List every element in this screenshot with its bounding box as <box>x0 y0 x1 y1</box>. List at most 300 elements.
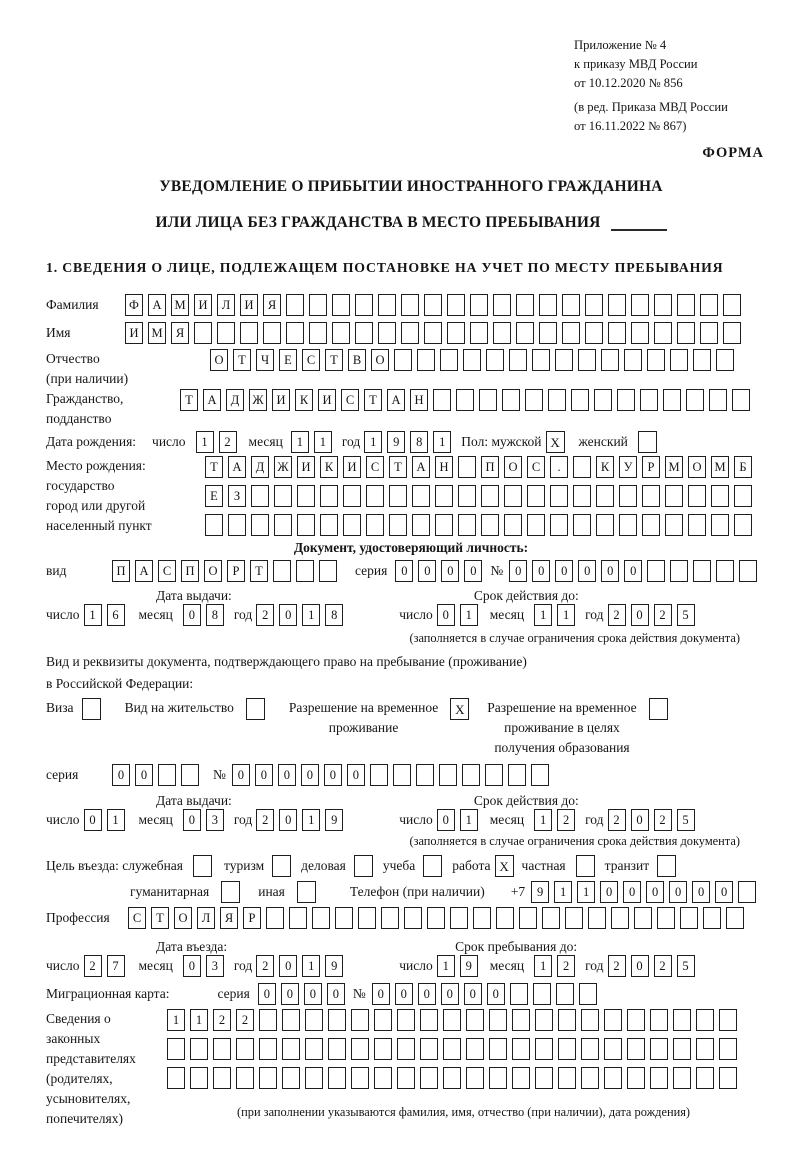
char-cell[interactable]: 0 <box>301 764 319 786</box>
char-cell[interactable]: 0 <box>281 983 299 1005</box>
char-cell[interactable]: 2 <box>654 955 672 977</box>
char-cell[interactable] <box>374 1038 392 1060</box>
char-cell[interactable]: 0 <box>183 604 201 626</box>
char-cell[interactable]: П <box>481 456 499 478</box>
char-cell[interactable] <box>510 983 528 1005</box>
char-cell[interactable] <box>726 907 744 929</box>
char-cell[interactable] <box>158 764 176 786</box>
char-cell[interactable]: 0 <box>464 983 482 1005</box>
char-cell[interactable] <box>677 294 695 316</box>
char-cell[interactable]: 9 <box>387 431 405 453</box>
char-cell[interactable] <box>619 485 637 507</box>
char-cell[interactable]: 0 <box>304 983 322 1005</box>
char-cell[interactable] <box>581 1038 599 1060</box>
char-cell[interactable]: 8 <box>410 431 428 453</box>
char-cell[interactable]: Р <box>227 560 245 582</box>
char-cell[interactable] <box>533 983 551 1005</box>
char-cell[interactable] <box>351 1009 369 1031</box>
char-cell[interactable]: С <box>527 456 545 478</box>
char-cell[interactable] <box>573 456 591 478</box>
char-cell[interactable]: 0 <box>532 560 550 582</box>
char-cell[interactable] <box>711 485 729 507</box>
char-cell[interactable] <box>489 1038 507 1060</box>
char-cell[interactable]: Ж <box>274 456 292 478</box>
female-checkbox[interactable] <box>638 431 657 453</box>
char-cell[interactable] <box>657 907 675 929</box>
char-cell[interactable] <box>328 1038 346 1060</box>
char-cell[interactable] <box>627 1009 645 1031</box>
char-cell[interactable] <box>167 1067 185 1089</box>
char-cell[interactable]: Т <box>389 456 407 478</box>
char-cell[interactable]: Т <box>364 389 382 411</box>
residence-permit-checkbox[interactable] <box>246 698 265 720</box>
char-cell[interactable] <box>493 294 511 316</box>
char-cell[interactable]: 0 <box>279 955 297 977</box>
char-cell[interactable] <box>286 294 304 316</box>
char-cell[interactable]: 2 <box>236 1009 254 1031</box>
char-cell[interactable] <box>723 294 741 316</box>
char-cell[interactable] <box>532 349 550 371</box>
char-cell[interactable] <box>394 349 412 371</box>
char-cell[interactable]: 6 <box>107 604 125 626</box>
char-cell[interactable] <box>558 1009 576 1031</box>
char-cell[interactable] <box>504 485 522 507</box>
char-cell[interactable] <box>412 485 430 507</box>
char-cell[interactable] <box>282 1038 300 1060</box>
char-cell[interactable] <box>696 1009 714 1031</box>
char-cell[interactable] <box>604 1067 622 1089</box>
char-cell[interactable]: В <box>348 349 366 371</box>
purpose-transit-checkbox[interactable] <box>657 855 676 877</box>
char-cell[interactable]: 1 <box>437 955 455 977</box>
char-cell[interactable] <box>389 514 407 536</box>
char-cell[interactable] <box>665 514 683 536</box>
char-cell[interactable]: 3 <box>206 809 224 831</box>
char-cell[interactable]: 0 <box>84 809 102 831</box>
char-cell[interactable] <box>401 294 419 316</box>
char-cell[interactable]: 1 <box>554 881 572 903</box>
char-cell[interactable] <box>535 1038 553 1060</box>
char-cell[interactable]: Л <box>217 294 235 316</box>
char-cell[interactable] <box>555 349 573 371</box>
char-cell[interactable]: 3 <box>206 955 224 977</box>
char-cell[interactable] <box>440 349 458 371</box>
char-cell[interactable] <box>374 1067 392 1089</box>
char-cell[interactable]: 1 <box>534 604 552 626</box>
char-cell[interactable] <box>320 514 338 536</box>
char-cell[interactable] <box>634 907 652 929</box>
char-cell[interactable] <box>573 485 591 507</box>
char-cell[interactable] <box>642 485 660 507</box>
char-cell[interactable] <box>450 907 468 929</box>
char-cell[interactable]: Т <box>325 349 343 371</box>
char-cell[interactable]: 9 <box>531 881 549 903</box>
char-cell[interactable]: Я <box>220 907 238 929</box>
char-cell[interactable] <box>458 514 476 536</box>
char-cell[interactable]: Ф <box>125 294 143 316</box>
char-cell[interactable] <box>305 1009 323 1031</box>
char-cell[interactable] <box>296 560 314 582</box>
char-cell[interactable] <box>378 294 396 316</box>
char-cell[interactable] <box>504 514 522 536</box>
char-cell[interactable]: 0 <box>255 764 273 786</box>
char-cell[interactable] <box>700 322 718 344</box>
char-cell[interactable]: Р <box>642 456 660 478</box>
char-cell[interactable]: Ж <box>249 389 267 411</box>
char-cell[interactable]: 0 <box>631 604 649 626</box>
char-cell[interactable]: М <box>171 294 189 316</box>
char-cell[interactable] <box>601 349 619 371</box>
char-cell[interactable]: О <box>210 349 228 371</box>
char-cell[interactable]: 1 <box>107 809 125 831</box>
char-cell[interactable]: 2 <box>654 809 672 831</box>
char-cell[interactable] <box>535 1067 553 1089</box>
char-cell[interactable] <box>548 389 566 411</box>
char-cell[interactable] <box>604 1038 622 1060</box>
char-cell[interactable] <box>312 907 330 929</box>
char-cell[interactable]: 7 <box>107 955 125 977</box>
char-cell[interactable] <box>305 1038 323 1060</box>
char-cell[interactable] <box>328 1009 346 1031</box>
char-cell[interactable] <box>481 485 499 507</box>
visa-checkbox[interactable] <box>82 698 101 720</box>
char-cell[interactable] <box>512 1038 530 1060</box>
char-cell[interactable] <box>167 1038 185 1060</box>
char-cell[interactable] <box>466 1009 484 1031</box>
char-cell[interactable]: 0 <box>395 560 413 582</box>
char-cell[interactable]: 0 <box>327 983 345 1005</box>
char-cell[interactable]: Н <box>410 389 428 411</box>
char-cell[interactable] <box>351 1038 369 1060</box>
char-cell[interactable]: 1 <box>534 809 552 831</box>
char-cell[interactable] <box>588 907 606 929</box>
char-cell[interactable] <box>205 514 223 536</box>
char-cell[interactable] <box>328 1067 346 1089</box>
char-cell[interactable]: Т <box>250 560 268 582</box>
char-cell[interactable] <box>420 1067 438 1089</box>
char-cell[interactable] <box>542 907 560 929</box>
char-cell[interactable] <box>443 1038 461 1060</box>
char-cell[interactable] <box>489 1067 507 1089</box>
char-cell[interactable] <box>447 294 465 316</box>
char-cell[interactable] <box>355 294 373 316</box>
char-cell[interactable]: 0 <box>441 983 459 1005</box>
char-cell[interactable] <box>677 322 695 344</box>
char-cell[interactable]: У <box>619 456 637 478</box>
char-cell[interactable]: К <box>320 456 338 478</box>
char-cell[interactable] <box>527 485 545 507</box>
char-cell[interactable]: 0 <box>232 764 250 786</box>
char-cell[interactable]: 0 <box>278 764 296 786</box>
char-cell[interactable]: 0 <box>578 560 596 582</box>
char-cell[interactable] <box>447 322 465 344</box>
purpose-work-checkbox[interactable]: X <box>495 855 514 877</box>
char-cell[interactable]: И <box>194 294 212 316</box>
char-cell[interactable] <box>624 349 642 371</box>
char-cell[interactable] <box>259 1038 277 1060</box>
char-cell[interactable] <box>259 1009 277 1031</box>
char-cell[interactable] <box>463 349 481 371</box>
char-cell[interactable] <box>608 322 626 344</box>
purpose-study-checkbox[interactable] <box>423 855 442 877</box>
char-cell[interactable]: 5 <box>677 809 695 831</box>
char-cell[interactable] <box>693 560 711 582</box>
char-cell[interactable]: 0 <box>441 560 459 582</box>
char-cell[interactable]: 2 <box>557 809 575 831</box>
char-cell[interactable] <box>496 907 514 929</box>
char-cell[interactable] <box>650 1038 668 1060</box>
char-cell[interactable]: О <box>371 349 389 371</box>
char-cell[interactable] <box>332 294 350 316</box>
char-cell[interactable] <box>596 485 614 507</box>
char-cell[interactable] <box>716 349 734 371</box>
char-cell[interactable]: 1 <box>534 955 552 977</box>
char-cell[interactable]: 2 <box>608 955 626 977</box>
char-cell[interactable]: М <box>148 322 166 344</box>
char-cell[interactable] <box>309 294 327 316</box>
char-cell[interactable] <box>663 389 681 411</box>
purpose-tourism-checkbox[interactable] <box>272 855 291 877</box>
char-cell[interactable]: 1 <box>302 809 320 831</box>
char-cell[interactable]: 5 <box>677 604 695 626</box>
char-cell[interactable] <box>420 1009 438 1031</box>
char-cell[interactable] <box>556 983 574 1005</box>
char-cell[interactable] <box>550 485 568 507</box>
char-cell[interactable] <box>627 1038 645 1060</box>
char-cell[interactable] <box>700 294 718 316</box>
char-cell[interactable]: 0 <box>509 560 527 582</box>
char-cell[interactable] <box>305 1067 323 1089</box>
char-cell[interactable] <box>397 1009 415 1031</box>
char-cell[interactable] <box>512 1009 530 1031</box>
char-cell[interactable]: Т <box>180 389 198 411</box>
char-cell[interactable] <box>417 349 435 371</box>
char-cell[interactable]: 0 <box>279 604 297 626</box>
char-cell[interactable]: 0 <box>437 809 455 831</box>
char-cell[interactable]: 0 <box>692 881 710 903</box>
char-cell[interactable] <box>673 1038 691 1060</box>
char-cell[interactable] <box>611 907 629 929</box>
char-cell[interactable] <box>266 907 284 929</box>
char-cell[interactable] <box>370 764 388 786</box>
char-cell[interactable]: Е <box>279 349 297 371</box>
char-cell[interactable] <box>558 1038 576 1060</box>
char-cell[interactable]: И <box>272 389 290 411</box>
char-cell[interactable]: К <box>295 389 313 411</box>
char-cell[interactable] <box>647 560 665 582</box>
male-checkbox[interactable]: X <box>546 431 565 453</box>
char-cell[interactable] <box>519 907 537 929</box>
char-cell[interactable] <box>581 1009 599 1031</box>
char-cell[interactable] <box>696 1067 714 1089</box>
char-cell[interactable]: О <box>204 560 222 582</box>
char-cell[interactable]: 2 <box>608 604 626 626</box>
char-cell[interactable]: И <box>125 322 143 344</box>
char-cell[interactable] <box>435 514 453 536</box>
char-cell[interactable] <box>263 322 281 344</box>
char-cell[interactable]: 2 <box>213 1009 231 1031</box>
char-cell[interactable]: П <box>112 560 130 582</box>
char-cell[interactable]: 1 <box>196 431 214 453</box>
char-cell[interactable]: 0 <box>437 604 455 626</box>
char-cell[interactable]: 9 <box>460 955 478 977</box>
char-cell[interactable] <box>439 764 457 786</box>
char-cell[interactable] <box>319 560 337 582</box>
char-cell[interactable]: 0 <box>555 560 573 582</box>
char-cell[interactable] <box>640 389 658 411</box>
char-cell[interactable] <box>217 322 235 344</box>
char-cell[interactable] <box>355 322 373 344</box>
char-cell[interactable]: 0 <box>347 764 365 786</box>
char-cell[interactable] <box>479 389 497 411</box>
char-cell[interactable] <box>282 1067 300 1089</box>
char-cell[interactable]: 0 <box>135 764 153 786</box>
char-cell[interactable] <box>297 485 315 507</box>
char-cell[interactable]: Д <box>226 389 244 411</box>
char-cell[interactable] <box>381 907 399 929</box>
char-cell[interactable] <box>516 322 534 344</box>
char-cell[interactable] <box>378 322 396 344</box>
char-cell[interactable] <box>194 322 212 344</box>
char-cell[interactable]: 0 <box>183 809 201 831</box>
char-cell[interactable] <box>508 764 526 786</box>
char-cell[interactable] <box>273 560 291 582</box>
char-cell[interactable] <box>631 322 649 344</box>
char-cell[interactable] <box>389 485 407 507</box>
char-cell[interactable] <box>486 349 504 371</box>
char-cell[interactable]: Я <box>171 322 189 344</box>
char-cell[interactable] <box>719 1038 737 1060</box>
char-cell[interactable] <box>594 389 612 411</box>
char-cell[interactable]: 2 <box>256 604 274 626</box>
char-cell[interactable] <box>335 907 353 929</box>
char-cell[interactable]: Б <box>734 456 752 478</box>
char-cell[interactable]: 9 <box>325 955 343 977</box>
char-cell[interactable]: Л <box>197 907 215 929</box>
char-cell[interactable]: О <box>688 456 706 478</box>
char-cell[interactable] <box>274 485 292 507</box>
char-cell[interactable] <box>236 1067 254 1089</box>
char-cell[interactable] <box>297 514 315 536</box>
char-cell[interactable]: О <box>504 456 522 478</box>
char-cell[interactable] <box>619 514 637 536</box>
char-cell[interactable] <box>489 1009 507 1031</box>
char-cell[interactable] <box>251 514 269 536</box>
char-cell[interactable] <box>665 485 683 507</box>
char-cell[interactable] <box>424 294 442 316</box>
char-cell[interactable] <box>711 514 729 536</box>
char-cell[interactable] <box>286 322 304 344</box>
char-cell[interactable] <box>366 485 384 507</box>
char-cell[interactable] <box>627 1067 645 1089</box>
char-cell[interactable] <box>670 349 688 371</box>
char-cell[interactable]: С <box>158 560 176 582</box>
char-cell[interactable] <box>686 389 704 411</box>
char-cell[interactable]: М <box>711 456 729 478</box>
char-cell[interactable] <box>393 764 411 786</box>
char-cell[interactable]: 5 <box>677 955 695 977</box>
char-cell[interactable] <box>251 485 269 507</box>
char-cell[interactable] <box>427 907 445 929</box>
char-cell[interactable] <box>709 389 727 411</box>
char-cell[interactable]: 2 <box>219 431 237 453</box>
char-cell[interactable] <box>578 349 596 371</box>
char-cell[interactable]: 0 <box>418 983 436 1005</box>
purpose-other-checkbox[interactable] <box>297 881 316 903</box>
char-cell[interactable] <box>228 514 246 536</box>
char-cell[interactable] <box>654 322 672 344</box>
char-cell[interactable]: Ч <box>256 349 274 371</box>
char-cell[interactable]: М <box>665 456 683 478</box>
char-cell[interactable]: С <box>366 456 384 478</box>
char-cell[interactable] <box>443 1009 461 1031</box>
char-cell[interactable] <box>433 389 451 411</box>
char-cell[interactable] <box>670 560 688 582</box>
char-cell[interactable]: 0 <box>112 764 130 786</box>
char-cell[interactable] <box>539 322 557 344</box>
char-cell[interactable]: Н <box>435 456 453 478</box>
char-cell[interactable] <box>358 907 376 929</box>
char-cell[interactable] <box>631 294 649 316</box>
char-cell[interactable]: И <box>318 389 336 411</box>
char-cell[interactable]: 2 <box>654 604 672 626</box>
char-cell[interactable] <box>416 764 434 786</box>
char-cell[interactable]: Я <box>263 294 281 316</box>
char-cell[interactable] <box>470 322 488 344</box>
char-cell[interactable]: 0 <box>646 881 664 903</box>
char-cell[interactable]: К <box>596 456 614 478</box>
char-cell[interactable]: 0 <box>418 560 436 582</box>
char-cell[interactable]: 9 <box>325 809 343 831</box>
char-cell[interactable]: 1 <box>557 604 575 626</box>
char-cell[interactable] <box>190 1038 208 1060</box>
char-cell[interactable] <box>443 1067 461 1089</box>
char-cell[interactable] <box>688 514 706 536</box>
char-cell[interactable] <box>608 294 626 316</box>
char-cell[interactable]: 0 <box>715 881 733 903</box>
char-cell[interactable]: 0 <box>372 983 390 1005</box>
char-cell[interactable] <box>516 294 534 316</box>
char-cell[interactable] <box>481 514 499 536</box>
char-cell[interactable]: П <box>181 560 199 582</box>
char-cell[interactable] <box>401 322 419 344</box>
char-cell[interactable] <box>366 514 384 536</box>
char-cell[interactable] <box>509 349 527 371</box>
char-cell[interactable] <box>190 1067 208 1089</box>
char-cell[interactable] <box>404 907 422 929</box>
char-cell[interactable] <box>343 514 361 536</box>
char-cell[interactable] <box>289 907 307 929</box>
char-cell[interactable]: 2 <box>256 955 274 977</box>
char-cell[interactable] <box>458 456 476 478</box>
char-cell[interactable]: С <box>341 389 359 411</box>
temp-residence-checkbox[interactable]: X <box>450 698 469 720</box>
char-cell[interactable]: 0 <box>600 881 618 903</box>
char-cell[interactable] <box>502 389 520 411</box>
char-cell[interactable] <box>466 1038 484 1060</box>
char-cell[interactable] <box>527 514 545 536</box>
char-cell[interactable] <box>732 389 750 411</box>
char-cell[interactable]: 0 <box>324 764 342 786</box>
char-cell[interactable] <box>531 764 549 786</box>
char-cell[interactable]: 1 <box>460 604 478 626</box>
char-cell[interactable]: И <box>297 456 315 478</box>
char-cell[interactable] <box>351 1067 369 1089</box>
char-cell[interactable]: Т <box>233 349 251 371</box>
char-cell[interactable] <box>734 514 752 536</box>
char-cell[interactable] <box>673 1067 691 1089</box>
char-cell[interactable] <box>435 485 453 507</box>
